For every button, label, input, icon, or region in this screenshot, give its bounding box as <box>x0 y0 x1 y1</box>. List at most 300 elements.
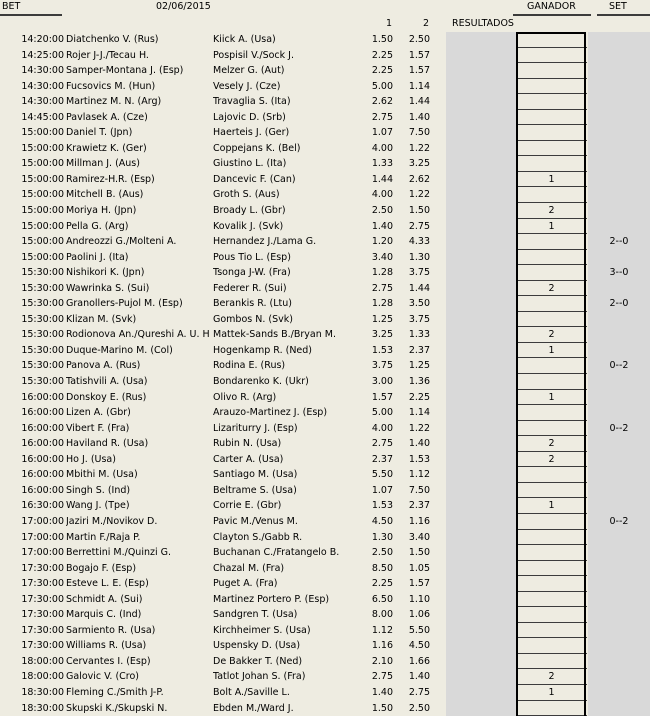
set-cell[interactable] <box>588 701 650 716</box>
set-header: SET <box>609 1 627 12</box>
ganador-cell[interactable] <box>516 250 587 266</box>
resultado-cell[interactable] <box>446 530 516 546</box>
match-time: 18:30:00 <box>21 702 64 714</box>
set-cell[interactable] <box>588 390 650 406</box>
odds-1: 8.00 <box>371 609 393 621</box>
match-row <box>0 219 650 235</box>
resultado-cell[interactable] <box>446 592 516 608</box>
resultado-cell[interactable] <box>446 281 516 297</box>
ganador-cell[interactable]: 2 <box>516 452 587 468</box>
player-2: Pavic M./Venus M. <box>213 515 298 527</box>
player-2: Vesely J. (Cze) <box>213 80 281 92</box>
set-cell[interactable] <box>588 483 650 499</box>
match-time: 16:00:00 <box>21 407 64 419</box>
resultado-cell[interactable] <box>446 498 516 514</box>
resultado-cell[interactable] <box>446 48 516 64</box>
player-2: Pospisil V./Sock J. <box>213 49 294 61</box>
match-time: 15:30:00 <box>21 329 64 341</box>
set-cell[interactable]: 0--2 <box>609 422 629 434</box>
player-2: Uspensky D. (Usa) <box>213 640 301 652</box>
match-row <box>0 358 650 374</box>
ganador-cell[interactable] <box>516 483 587 499</box>
resultado-cell[interactable] <box>446 343 516 359</box>
match-row <box>0 498 650 514</box>
set-cell[interactable] <box>588 203 650 219</box>
odds-2-header: 2 <box>423 18 430 29</box>
odds-1: 2.10 <box>371 655 393 667</box>
ganador-cell[interactable] <box>516 187 587 203</box>
player-1: Granollers-Pujol M. (Esp) <box>66 298 183 310</box>
set-cell[interactable] <box>588 343 650 359</box>
ganador-cell[interactable] <box>516 110 587 126</box>
match-time: 17:30:00 <box>21 593 64 605</box>
player-2: Rodina E. (Rus) <box>213 360 286 372</box>
set-cell[interactable] <box>588 607 650 623</box>
match-row <box>0 234 650 250</box>
set-cell[interactable] <box>588 94 650 110</box>
match-time: 14:30:00 <box>21 80 64 92</box>
player-2: Broady L. (Gbr) <box>213 205 286 217</box>
player-1: Millman J. (Aus) <box>66 158 140 170</box>
player-2: Corrie E. (Gbr) <box>213 500 282 512</box>
ganador-cell[interactable] <box>516 234 587 250</box>
resultado-cell[interactable] <box>446 312 516 328</box>
match-row <box>0 141 650 157</box>
player-2: Gombos N. (Svk) <box>213 313 293 325</box>
odds-2: 1.40 <box>408 438 430 450</box>
player-2: Olivo R. (Arg) <box>213 391 277 403</box>
odds-2: 2.75 <box>408 220 430 232</box>
ganador-cell[interactable] <box>516 125 587 141</box>
match-time: 15:30:00 <box>21 298 64 310</box>
resultado-cell[interactable] <box>446 94 516 110</box>
player-2: Federer R. (Sui) <box>213 282 287 294</box>
odds-1: 1.25 <box>371 313 393 325</box>
set-cell[interactable] <box>588 141 650 157</box>
player-2: Buchanan C./Fratangelo B. <box>213 547 340 559</box>
odds-2: 3.75 <box>408 267 430 279</box>
set-cell[interactable] <box>588 561 650 577</box>
set-cell[interactable] <box>588 374 650 390</box>
set-cell[interactable] <box>588 452 650 468</box>
match-row <box>0 110 650 126</box>
resultado-cell[interactable] <box>446 669 516 685</box>
match-row <box>0 654 650 670</box>
match-row <box>0 530 650 546</box>
match-row <box>0 452 650 468</box>
match-row <box>0 343 650 359</box>
player-2: Hogenkamp R. (Ned) <box>213 344 313 356</box>
ganador-cell[interactable]: 1 <box>516 172 587 188</box>
odds-2: 2.37 <box>408 500 430 512</box>
ganador-cell[interactable]: 2 <box>516 281 587 297</box>
match-time: 17:30:00 <box>21 624 64 636</box>
match-time: 15:30:00 <box>21 282 64 294</box>
odds-1: 1.40 <box>371 686 393 698</box>
set-cell[interactable] <box>588 545 650 561</box>
odds-1: 2.25 <box>371 578 393 590</box>
match-time: 15:30:00 <box>21 344 64 356</box>
player-2: Beltrame S. (Usa) <box>213 484 297 496</box>
player-2: Clayton S./Gabb R. <box>213 531 303 543</box>
set-cell[interactable] <box>588 623 650 639</box>
player-2: Mattek-Sands B./Bryan M. <box>213 329 336 341</box>
set-cell[interactable]: 3--0 <box>609 267 629 279</box>
player-1: Mbithi M. (Usa) <box>66 469 138 481</box>
set-cell[interactable] <box>588 327 650 343</box>
odds-1: 1.07 <box>371 127 393 139</box>
ganador-cell[interactable] <box>516 607 587 623</box>
resultado-cell[interactable] <box>446 125 516 141</box>
match-row <box>0 701 650 716</box>
odds-2: 1.12 <box>408 469 430 481</box>
player-1: Williams R. (Usa) <box>66 640 147 652</box>
match-time: 15:30:00 <box>21 313 64 325</box>
resultado-cell[interactable] <box>446 187 516 203</box>
player-2: Giustino L. (Ita) <box>213 158 287 170</box>
ganador-cell[interactable] <box>516 514 587 530</box>
resultado-cell[interactable] <box>446 421 516 437</box>
odds-1: 1.53 <box>371 344 393 356</box>
odds-2: 1.33 <box>408 329 430 341</box>
player-2: Tsonga J-W. (Fra) <box>213 267 291 279</box>
player-1: Haviland R. (Usa) <box>66 438 149 450</box>
odds-2: 1.14 <box>408 80 430 92</box>
ganador-cell[interactable] <box>516 405 587 421</box>
set-cell[interactable] <box>588 281 650 297</box>
ganador-cell[interactable] <box>516 623 587 639</box>
odds-1: 4.00 <box>371 142 393 154</box>
ganador-cell[interactable]: 1 <box>516 219 587 235</box>
set-cell[interactable] <box>588 530 650 546</box>
match-time: 17:00:00 <box>21 547 64 559</box>
resultado-cell[interactable] <box>446 156 516 172</box>
odds-1: 2.25 <box>371 65 393 77</box>
resultado-cell[interactable] <box>446 685 516 701</box>
match-row <box>0 607 650 623</box>
set-cell[interactable] <box>588 32 650 48</box>
resultado-cell[interactable] <box>446 203 516 219</box>
match-row <box>0 250 650 266</box>
player-1: Paolini J. (Ita) <box>66 251 129 263</box>
player-1: Rojer J-J./Tecau H. <box>66 49 149 61</box>
set-cell[interactable] <box>588 685 650 701</box>
player-1: Mitchell B. (Aus) <box>66 189 144 201</box>
odds-1: 5.00 <box>371 407 393 419</box>
player-1: Martin F./Raja P. <box>66 531 141 543</box>
match-time: 18:00:00 <box>21 655 64 667</box>
match-row <box>0 187 650 203</box>
resultado-cell[interactable] <box>446 32 516 48</box>
odds-1: 3.40 <box>371 251 393 263</box>
set-cell[interactable] <box>588 669 650 685</box>
resultado-cell[interactable] <box>446 79 516 95</box>
ganador-cell[interactable] <box>516 156 587 172</box>
odds-2: 1.57 <box>408 578 430 590</box>
odds-2: 1.57 <box>408 49 430 61</box>
ganador-cell[interactable] <box>516 530 587 546</box>
ganador-cell[interactable] <box>516 561 587 577</box>
resultado-cell[interactable] <box>446 576 516 592</box>
odds-2: 1.30 <box>408 251 430 263</box>
resultado-cell[interactable] <box>446 467 516 483</box>
odds-2: 1.57 <box>408 65 430 77</box>
match-row <box>0 436 650 452</box>
player-2: Santiago M. (Usa) <box>213 469 298 481</box>
resultado-cell[interactable] <box>446 623 516 639</box>
ganador-cell[interactable]: 1 <box>516 498 587 514</box>
bet-underline <box>0 14 62 16</box>
player-1: Tatishvili A. (Usa) <box>66 376 148 388</box>
match-time: 15:30:00 <box>21 267 64 279</box>
set-cell[interactable] <box>588 63 650 79</box>
odds-1: 1.20 <box>371 236 393 248</box>
match-row <box>0 592 650 608</box>
resultado-cell[interactable] <box>446 514 516 530</box>
match-row <box>0 281 650 297</box>
odds-2: 1.44 <box>408 282 430 294</box>
ganador-cell[interactable] <box>516 48 587 64</box>
set-cell[interactable] <box>588 172 650 188</box>
match-row <box>0 156 650 172</box>
ganador-cell[interactable] <box>516 141 587 157</box>
resultado-cell[interactable] <box>446 250 516 266</box>
odds-1: 1.57 <box>371 391 393 403</box>
match-row <box>0 94 650 110</box>
odds-2: 1.16 <box>408 515 430 527</box>
match-time: 17:00:00 <box>21 531 64 543</box>
set-cell[interactable] <box>588 219 650 235</box>
odds-2: 2.50 <box>408 702 430 714</box>
match-row <box>0 32 650 48</box>
odds-1: 3.75 <box>371 360 393 372</box>
player-1: Krawietz K. (Ger) <box>66 142 147 154</box>
ganador-cell[interactable]: 2 <box>516 436 587 452</box>
ganador-cell[interactable] <box>516 576 587 592</box>
set-cell[interactable] <box>588 638 650 654</box>
ganador-cell[interactable] <box>516 701 587 716</box>
odds-1: 1.16 <box>371 640 393 652</box>
player-1: Skupski K./Skupski N. <box>66 702 168 714</box>
odds-1: 1.50 <box>371 34 393 45</box>
player-2: Tatlot Johan S. (Fra) <box>213 671 306 683</box>
set-cell[interactable] <box>588 312 650 328</box>
player-1: Berrettini M./Quinzi G. <box>66 547 172 559</box>
ganador-cell[interactable] <box>516 467 587 483</box>
match-row <box>0 296 650 312</box>
ganador-cell[interactable] <box>516 592 587 608</box>
ganador-cell[interactable] <box>516 32 587 48</box>
set-cell[interactable] <box>588 187 650 203</box>
ganador-cell[interactable] <box>516 638 587 654</box>
resultado-cell[interactable] <box>446 110 516 126</box>
match-row <box>0 203 650 219</box>
resultado-cell[interactable] <box>446 358 516 374</box>
resultado-cell[interactable] <box>446 234 516 250</box>
set-cell[interactable]: 0--2 <box>609 515 629 527</box>
odds-2: 7.50 <box>408 484 430 496</box>
bet-label: BET <box>2 1 21 12</box>
player-1: Wawrinka S. (Sui) <box>66 282 150 294</box>
set-cell[interactable] <box>588 467 650 483</box>
ganador-cell[interactable] <box>516 374 587 390</box>
ganador-cell[interactable] <box>516 654 587 670</box>
set-cell[interactable] <box>588 405 650 421</box>
player-2: Travaglia S. (Ita) <box>213 96 291 108</box>
resultado-cell[interactable] <box>446 436 516 452</box>
ganador-cell[interactable] <box>516 296 587 312</box>
player-1: Sarmiento R. (Usa) <box>66 624 156 636</box>
match-time: 16:00:00 <box>21 469 64 481</box>
ganador-cell[interactable] <box>516 63 587 79</box>
resultado-cell[interactable] <box>446 561 516 577</box>
resultado-cell[interactable] <box>446 141 516 157</box>
ganador-cell[interactable] <box>516 545 587 561</box>
player-2: Kovalik J. (Svk) <box>213 220 284 232</box>
resultado-cell[interactable] <box>446 374 516 390</box>
matches-table <box>0 32 650 716</box>
player-1: Duque-Marino M. (Col) <box>66 344 173 356</box>
set-cell[interactable] <box>588 250 650 266</box>
odds-2: 1.06 <box>408 609 430 621</box>
odds-2: 2.37 <box>408 344 430 356</box>
player-1: Samper-Montana J. (Esp) <box>66 65 184 77</box>
odds-2: 1.10 <box>408 593 430 605</box>
ganador-cell[interactable]: 2 <box>516 669 587 685</box>
odds-2: 1.25 <box>408 360 430 372</box>
resultado-cell[interactable] <box>446 654 516 670</box>
odds-2: 1.44 <box>408 96 430 108</box>
match-time: 16:00:00 <box>21 484 64 496</box>
ganador-cell[interactable] <box>516 421 587 437</box>
match-time: 16:00:00 <box>21 422 64 434</box>
resultado-cell[interactable] <box>446 545 516 561</box>
set-cell[interactable] <box>588 592 650 608</box>
odds-2: 1.14 <box>408 407 430 419</box>
player-1: Rodionova An./Qureshi A. U. H <box>66 329 210 341</box>
ganador-cell[interactable]: 1 <box>516 685 587 701</box>
player-1: Klizan M. (Svk) <box>66 313 137 325</box>
odds-2: 3.50 <box>408 298 430 310</box>
set-cell[interactable] <box>588 156 650 172</box>
resultado-cell[interactable] <box>446 327 516 343</box>
resultado-cell[interactable] <box>446 452 516 468</box>
resultado-cell[interactable] <box>446 405 516 421</box>
ganador-cell[interactable]: 1 <box>516 390 587 406</box>
player-2: Hernandez J./Lama G. <box>213 236 317 248</box>
match-time: 17:30:00 <box>21 578 64 590</box>
ganador-cell[interactable] <box>516 94 587 110</box>
set-cell[interactable]: 0--2 <box>609 360 629 372</box>
resultado-cell[interactable] <box>446 219 516 235</box>
resultado-cell[interactable] <box>446 63 516 79</box>
odds-2: 1.22 <box>408 422 430 434</box>
player-1: Moriya H. (Jpn) <box>66 205 137 217</box>
ganador-cell[interactable] <box>516 312 587 328</box>
match-time: 17:00:00 <box>21 515 64 527</box>
player-1: Marquis C. (Ind) <box>66 609 142 621</box>
ganador-cell[interactable] <box>516 265 587 281</box>
player-2: Lajovic D. (Srb) <box>213 111 286 123</box>
odds-1: 1.30 <box>371 531 393 543</box>
resultado-cell[interactable] <box>446 701 516 716</box>
player-1: Lizen A. (Gbr) <box>66 407 131 419</box>
set-cell[interactable]: 2--0 <box>609 236 629 248</box>
set-cell[interactable]: 2--0 <box>609 298 629 310</box>
player-2: Chazal M. (Fra) <box>213 562 285 574</box>
ganador-cell[interactable]: 2 <box>516 203 587 219</box>
odds-1: 4.50 <box>371 515 393 527</box>
odds-1: 2.37 <box>371 453 393 465</box>
player-2: Groth S. (Aus) <box>213 189 280 201</box>
odds-2: 1.66 <box>408 655 430 667</box>
set-cell[interactable] <box>588 48 650 64</box>
set-cell[interactable] <box>588 498 650 514</box>
player-2: Bolt A./Saville L. <box>213 686 290 698</box>
odds-2: 4.50 <box>408 640 430 652</box>
odds-2: 3.25 <box>408 158 430 170</box>
match-time: 17:30:00 <box>21 609 64 621</box>
resultado-cell[interactable] <box>446 296 516 312</box>
set-cell[interactable] <box>588 79 650 95</box>
match-time: 18:30:00 <box>21 686 64 698</box>
match-row <box>0 669 650 685</box>
match-row <box>0 390 650 406</box>
match-row <box>0 421 650 437</box>
player-1: Schmidt A. (Sui) <box>66 593 143 605</box>
player-1: Andreozzi G./Molteni A. <box>66 236 177 248</box>
player-1: Fleming C./Smith J-P. <box>66 686 164 698</box>
set-cell[interactable] <box>588 110 650 126</box>
set-cell[interactable] <box>588 125 650 141</box>
set-underline <box>597 14 650 16</box>
odds-1: 2.50 <box>371 547 393 559</box>
odds-1: 1.53 <box>371 500 393 512</box>
match-row <box>0 514 650 530</box>
ganador-underline <box>513 14 591 16</box>
resultado-cell[interactable] <box>446 483 516 499</box>
resultado-cell[interactable] <box>446 265 516 281</box>
player-2: Dancevic F. (Can) <box>213 173 296 185</box>
resultado-cell[interactable] <box>446 390 516 406</box>
ganador-cell[interactable] <box>516 79 587 95</box>
odds-1: 2.75 <box>371 671 393 683</box>
player-2: Berankis R. (Ltu) <box>213 298 292 310</box>
ganador-cell[interactable]: 2 <box>516 327 587 343</box>
odds-2: 1.40 <box>408 671 430 683</box>
player-1: Panova A. (Rus) <box>66 360 141 372</box>
odds-2: 3.75 <box>408 313 430 325</box>
resultado-cell[interactable] <box>446 607 516 623</box>
odds-1: 1.07 <box>371 484 393 496</box>
player-1: Esteve L. E. (Esp) <box>66 578 149 590</box>
ganador-cell[interactable] <box>516 358 587 374</box>
match-time: 16:30:00 <box>21 500 64 512</box>
match-row <box>0 374 650 390</box>
match-row <box>0 327 650 343</box>
odds-2: 2.25 <box>408 391 430 403</box>
player-2: De Bakker T. (Ned) <box>213 655 303 667</box>
set-cell[interactable] <box>588 576 650 592</box>
set-cell[interactable] <box>588 436 650 452</box>
resultado-cell[interactable] <box>446 172 516 188</box>
odds-2: 1.36 <box>408 376 430 388</box>
ganador-cell[interactable]: 1 <box>516 343 587 359</box>
odds-1: 1.40 <box>371 220 393 232</box>
set-cell[interactable] <box>588 654 650 670</box>
odds-1: 1.28 <box>371 298 393 310</box>
resultado-cell[interactable] <box>446 638 516 654</box>
